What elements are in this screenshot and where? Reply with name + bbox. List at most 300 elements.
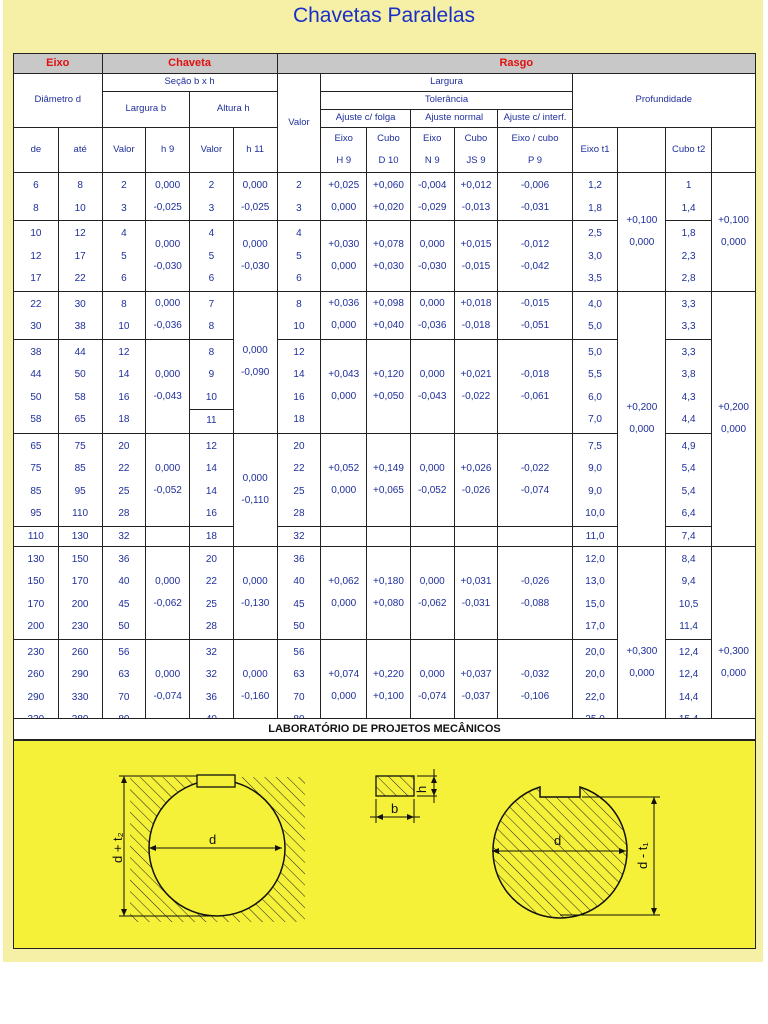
cell-t1	[572, 173, 618, 221]
tolerance-value: -0,036	[153, 320, 182, 331]
cell-value: 28	[293, 508, 305, 519]
cell-value: 85	[30, 485, 42, 497]
cell-value: 10	[118, 321, 130, 332]
cell-value: 56	[118, 646, 130, 658]
header-h9: h 9	[146, 128, 190, 173]
header-cubo-t2-tol	[712, 128, 756, 173]
cell-value: 14	[205, 463, 217, 474]
cell-value: 22	[30, 298, 42, 310]
keyway-drawing	[13, 740, 756, 949]
cell-value: 65	[30, 440, 42, 452]
cell-b	[102, 546, 146, 639]
cell-h9	[146, 339, 190, 433]
cell-b	[102, 173, 146, 221]
cell-value: 12	[74, 228, 86, 239]
cell-value: 63	[118, 669, 130, 680]
cell-p9	[498, 546, 572, 639]
cell-h9	[321, 173, 367, 221]
cell-value: 50	[118, 621, 130, 632]
cell-b: 32	[102, 526, 146, 546]
cell-value: 290	[71, 669, 89, 680]
tolerance-value: +0,052	[328, 462, 360, 474]
header-chaveta: Chaveta	[102, 54, 277, 74]
tolerance-value: +0,060	[373, 179, 404, 191]
header-secao: Seção b x h	[102, 74, 277, 92]
cell-value: 12,4	[678, 646, 699, 658]
header-tolerancia: Tolerância	[321, 92, 572, 110]
cell-n9	[410, 339, 454, 433]
header-altura-h: Altura h	[190, 92, 278, 128]
cell-value: 16	[293, 391, 305, 403]
header-eixo-cubo-p9: Eixo / cubo P 9	[498, 128, 572, 173]
cell-n9	[410, 546, 454, 639]
tolerance-value: 0,000	[419, 668, 445, 680]
cell-value: 36	[118, 553, 130, 565]
cell-n9	[410, 291, 454, 339]
cell-value: 7,5	[588, 440, 602, 452]
cell-value: 2	[296, 180, 302, 191]
cell-value: 22	[293, 463, 305, 474]
cell-value: 5,5	[588, 369, 602, 380]
header-ate: até	[58, 128, 102, 173]
cell-value: 6,0	[588, 391, 602, 403]
tolerance-value: 0,000	[242, 179, 268, 191]
tolerance-value: 0,000	[242, 668, 268, 680]
tolerance-value: +0,025	[328, 179, 360, 191]
cell-value: 25	[293, 485, 305, 497]
tolerance-value: 0,000	[155, 575, 181, 587]
cell-value: 8	[296, 298, 302, 310]
cell-value: 15,0	[585, 598, 605, 610]
header-cubo-d10: Cubo D 10	[367, 128, 411, 173]
header-ajuste-folga: Ajuste c/ folga	[321, 110, 411, 128]
cell-t2	[666, 546, 712, 639]
cell-value: 22,0	[585, 691, 605, 703]
cell-js9	[454, 221, 498, 292]
header-largura: Largura	[321, 74, 572, 92]
cell-value: 10	[30, 228, 42, 239]
cell-b	[102, 433, 146, 526]
cell-width	[277, 173, 321, 221]
cell-h9	[321, 339, 367, 433]
cell-value: 56	[293, 646, 305, 658]
cell-value: 20	[293, 440, 305, 452]
header-eixo-t1: Eixo t1	[572, 128, 618, 173]
cell-value: 45	[118, 598, 130, 610]
tolerance-value: 0,000	[419, 369, 445, 380]
cell-h11	[233, 221, 277, 292]
tolerance-value: -0,130	[241, 597, 270, 609]
cell-value: 11,4	[679, 621, 698, 632]
cell-h	[190, 173, 234, 221]
cell-value: 70	[118, 691, 130, 703]
tolerance-value: +0,080	[373, 597, 404, 609]
hub-section	[119, 775, 305, 922]
tolerance-value: -0,015	[461, 260, 491, 272]
tolerance-value: 0,000	[331, 690, 357, 702]
cell-width	[277, 546, 321, 639]
tolerance-value: +0,098	[373, 298, 404, 309]
cell-value: 10,5	[678, 598, 699, 610]
tolerance-value: +0,100	[626, 214, 658, 226]
cell-d10	[367, 173, 411, 221]
tolerance-value: +0,100	[718, 214, 749, 226]
cell-value: 32	[205, 646, 217, 658]
cell-de	[14, 339, 59, 433]
cell-value: 10	[74, 202, 86, 214]
cell-h9	[321, 433, 367, 526]
cell-h11	[233, 173, 277, 221]
cell-ate	[58, 546, 102, 639]
header-cubo-t2: Cubo t2	[666, 128, 712, 173]
cell-value: 330	[71, 691, 89, 703]
cell-value: 4,0	[588, 298, 602, 310]
tolerance-value: -0,043	[153, 391, 182, 402]
cell-value: 3	[296, 202, 302, 214]
cell-value: 20	[205, 553, 217, 565]
cell-value: 10	[293, 321, 305, 332]
cell-value: 13,0	[585, 576, 605, 587]
cell-value: 70	[293, 691, 305, 703]
tolerance-value: 0,000	[720, 236, 747, 248]
lab-title: LABORATÓRIO DE PROJETOS MECÂNICOS	[13, 718, 756, 740]
tolerance-value: -0,006	[520, 179, 550, 191]
cell-de	[14, 221, 59, 292]
cell-value: 3,0	[588, 250, 602, 262]
cell-value: 58	[74, 391, 86, 403]
tolerance-value: -0,051	[520, 320, 550, 331]
tolerance-value: -0,030	[418, 260, 447, 272]
cell-ate	[58, 433, 102, 526]
cell-value: 22	[205, 576, 217, 587]
cell-value: 17,0	[585, 621, 605, 632]
cell-value: 230	[71, 621, 89, 632]
tolerance-value: -0,160	[241, 690, 270, 702]
cell-value: 16	[205, 508, 217, 519]
tolerance-value: -0,106	[520, 690, 550, 702]
tolerance-value: -0,025	[241, 201, 270, 213]
header-eixo-n9: Eixo N 9	[410, 128, 454, 173]
tolerance-value: 0,000	[155, 298, 181, 309]
tolerance-value: +0,031	[460, 575, 492, 587]
table-row	[14, 546, 756, 639]
cell-p9	[498, 526, 572, 546]
cell-value: 130	[27, 553, 45, 565]
cell-value: 110	[72, 508, 89, 519]
tolerance-value: -0,074	[520, 484, 550, 496]
cell-value: 5,0	[588, 346, 602, 358]
cell-value: 38	[30, 346, 42, 358]
cell-value: 14	[118, 369, 130, 380]
tolerance-value: +0,040	[373, 320, 404, 331]
tolerance-value: +0,026	[460, 462, 492, 474]
tolerance-value: -0,061	[520, 391, 550, 402]
cell-value: 18	[118, 414, 130, 425]
cell-value: 14	[293, 369, 305, 380]
cell-h	[190, 546, 234, 639]
tolerance-value: 0,000	[331, 320, 357, 331]
tolerance-value: +0,200	[626, 401, 658, 413]
tolerance-value: 0,000	[242, 472, 268, 484]
cell-h	[190, 433, 234, 526]
cell-h	[190, 291, 234, 339]
tolerance-value: -0,018	[461, 320, 491, 331]
cell-value: 1	[685, 180, 692, 191]
cell-value: 12,0	[585, 553, 605, 565]
cell-value: 2,3	[681, 250, 696, 262]
header-b-valor: Valor	[102, 128, 146, 173]
shaft-dim-label: d - t₁	[635, 842, 650, 869]
cell-h: 18	[190, 526, 234, 546]
header-h11: h 11	[233, 128, 277, 173]
cell-t1	[572, 546, 618, 639]
tolerance-value: 0,000	[242, 238, 268, 250]
cell-value: 22	[118, 463, 130, 474]
cell-js9	[454, 433, 498, 526]
header-diametro: Diâmetro d	[14, 74, 103, 128]
tolerance-value: -0,025	[153, 201, 182, 213]
cell-h	[190, 339, 234, 433]
cell-value: 5,4	[681, 463, 696, 474]
cell-value: 9	[208, 369, 215, 380]
cell-value: 150	[71, 553, 89, 565]
cell-width	[277, 291, 321, 339]
cell-value: 1,8	[588, 202, 602, 214]
cell-de	[14, 546, 59, 639]
cell-d10	[367, 546, 411, 639]
cell-value: 5,4	[681, 485, 696, 497]
cell-value: 3	[121, 202, 127, 214]
cell-t1: 11,0	[572, 526, 618, 546]
cell-t2-tol	[712, 173, 756, 292]
cell-value: 85	[74, 463, 86, 474]
tolerance-value: 0,000	[331, 484, 357, 496]
table-row	[14, 291, 756, 339]
cell-h9	[146, 546, 190, 639]
cell-width	[277, 433, 321, 526]
cell-t1-tol	[618, 173, 666, 292]
tolerance-value: +0,012	[460, 179, 492, 191]
cell-value: 4	[208, 228, 215, 239]
header-h-valor: Valor	[190, 128, 234, 173]
tolerance-value: -0,090	[241, 367, 270, 378]
cell-value: 50	[30, 391, 42, 403]
cell-value: 65	[74, 414, 86, 425]
tolerance-value: -0,043	[418, 391, 447, 402]
cell-value: 260	[27, 669, 45, 680]
tolerance-value: 0,000	[331, 201, 357, 213]
cell-value: 18	[293, 414, 305, 425]
cell-t2	[666, 433, 712, 526]
cell-value: 32	[205, 669, 217, 680]
cell-p9	[498, 433, 572, 526]
tolerance-value: 0,000	[155, 179, 181, 191]
tolerance-value: 0,000	[419, 298, 445, 309]
cell-value: 8	[33, 202, 39, 214]
header-eixo-h9: Eixo H 9	[321, 128, 367, 173]
cell-value: 4	[121, 228, 127, 239]
cell-value: 4,3	[681, 391, 696, 403]
tolerance-value: -0,037	[461, 690, 491, 702]
cell-b	[102, 291, 146, 339]
cell-value: 2	[121, 180, 127, 191]
header-profundidade: Profundidade	[572, 74, 755, 128]
key-b-label: b	[391, 801, 399, 816]
cell-value: 10	[205, 391, 217, 403]
cell-value: 14	[205, 485, 217, 497]
tolerance-value: +0,180	[373, 575, 404, 587]
cell-value: 17	[30, 273, 42, 284]
cell-d10	[367, 291, 411, 339]
cell-value: 6	[296, 273, 302, 284]
header-de: de	[14, 128, 59, 173]
cell-value: 1,8	[681, 228, 696, 239]
tolerance-value: +0,078	[373, 238, 404, 250]
header-rasgo: Rasgo	[277, 54, 755, 74]
shaft-d-label: d	[554, 833, 562, 848]
cell-value: 10,0	[585, 508, 605, 519]
cell-value: 2,8	[681, 273, 696, 284]
cell-h9	[146, 526, 190, 546]
cell-p9	[498, 291, 572, 339]
tolerance-value: -0,029	[418, 201, 447, 213]
cell-value: 12,4	[678, 669, 699, 680]
tolerance-value: +0,220	[373, 668, 404, 680]
tolerance-value: -0,026	[520, 575, 550, 587]
cell-value: 3	[208, 202, 215, 214]
cell-value: 8,4	[681, 553, 696, 565]
cell-h9	[146, 221, 190, 292]
tolerance-value: -0,013	[461, 201, 491, 213]
cell-value: 17	[74, 250, 86, 262]
cell-value: 28	[205, 621, 217, 632]
cell-value: 7	[208, 298, 215, 310]
cell-h9	[321, 526, 367, 546]
tolerance-value: -0,074	[418, 690, 447, 702]
tolerance-value: +0,036	[328, 298, 360, 309]
cell-n9	[410, 173, 454, 221]
header-ajuste-normal: Ajuste normal	[410, 110, 498, 128]
cell-value: 50	[74, 369, 86, 380]
cell-t1-tol	[618, 291, 666, 546]
tolerance-value: -0,062	[418, 597, 447, 609]
cell-value: 63	[293, 669, 305, 680]
cell-h9	[146, 433, 190, 526]
tolerance-value: -0,032	[520, 668, 550, 680]
cell-de	[14, 433, 59, 526]
tolerance-value: 0,000	[419, 238, 445, 250]
tolerance-value: -0,030	[153, 260, 182, 272]
tolerance-value: +0,030	[328, 238, 360, 250]
cell-value: 6	[208, 273, 215, 284]
cell-ate	[58, 339, 102, 433]
cell-value: 28	[118, 508, 130, 519]
tolerance-value: +0,100	[373, 690, 404, 702]
cell-value: 3,3	[681, 298, 696, 310]
cell-h9	[321, 221, 367, 292]
tolerance-value: -0,110	[241, 494, 269, 506]
cell-js9	[454, 546, 498, 639]
tolerance-value: +0,300	[626, 646, 658, 657]
cell-value: 4,4	[681, 414, 696, 425]
cell-value: 36	[205, 691, 217, 703]
cell-js9	[454, 339, 498, 433]
cell-h9	[321, 546, 367, 639]
cell-de: 110	[14, 526, 59, 546]
tolerance-value: -0,062	[153, 597, 182, 609]
tolerance-value: +0,074	[328, 668, 360, 680]
cell-value: 170	[71, 576, 89, 587]
tolerance-value: -0,088	[520, 597, 550, 609]
tolerance-value: 0,000	[155, 369, 181, 380]
tolerance-value: -0,022	[520, 462, 550, 474]
cell-ate	[58, 291, 102, 339]
cell-value: 12	[205, 440, 217, 452]
tolerance-value: -0,036	[418, 320, 447, 331]
tolerance-value: +0,043	[328, 369, 360, 380]
cell-h11	[233, 433, 277, 546]
cell-js9	[454, 173, 498, 221]
cell-value: 38	[74, 321, 86, 332]
cell-value: 75	[74, 440, 86, 452]
cell-d10	[367, 526, 411, 546]
tolerance-value: -0,052	[153, 484, 182, 496]
tolerance-value: 0,000	[720, 668, 747, 679]
tolerance-value: +0,065	[373, 484, 404, 496]
cell-value: 95	[30, 508, 42, 519]
cell-value: 45	[293, 598, 305, 610]
tolerance-value: 0,000	[155, 238, 181, 250]
header-ajuste-interf: Ajuste c/ interf.	[498, 110, 572, 128]
cell-value: 3,5	[588, 273, 602, 284]
tolerance-value: 0,000	[155, 462, 181, 474]
cell-value: 95	[74, 485, 86, 497]
key-section	[370, 769, 437, 823]
tolerance-value: +0,021	[460, 369, 492, 380]
tolerance-value: -0,030	[241, 260, 270, 272]
cell-value: 7,0	[588, 414, 602, 425]
cell-b	[102, 339, 146, 433]
cell-value: 5	[296, 250, 302, 262]
cell-n9	[410, 433, 454, 526]
cell-value: 200	[71, 598, 89, 610]
cell-value: 8	[121, 298, 127, 310]
cell-value: 4,9	[681, 440, 696, 452]
cell-value: 8	[77, 180, 83, 191]
cell-h11	[233, 546, 277, 639]
cell-value: 40	[118, 576, 130, 587]
cell-value: 260	[71, 646, 89, 658]
cell-d10	[367, 433, 411, 526]
cell-value: 1,2	[588, 180, 602, 191]
tolerance-value: -0,042	[520, 260, 550, 272]
cell-js9	[454, 526, 498, 546]
cell-value: 5,0	[588, 321, 602, 332]
cell-value: 3,3	[681, 346, 696, 358]
cell-value: 2,5	[588, 228, 602, 239]
cell-value: 3,8	[681, 369, 696, 380]
cell-value: 9,0	[588, 463, 602, 474]
cell-value: 20	[118, 440, 130, 452]
cell-p9	[498, 173, 572, 221]
header-largura-b: Largura b	[102, 92, 190, 128]
cell-value: 22	[74, 273, 86, 284]
keyway-drawing-svg	[14, 741, 755, 948]
cell-value: 30	[74, 298, 86, 310]
cell-d10	[367, 221, 411, 292]
cell-value: 150	[27, 576, 45, 587]
cell-h	[190, 221, 234, 292]
